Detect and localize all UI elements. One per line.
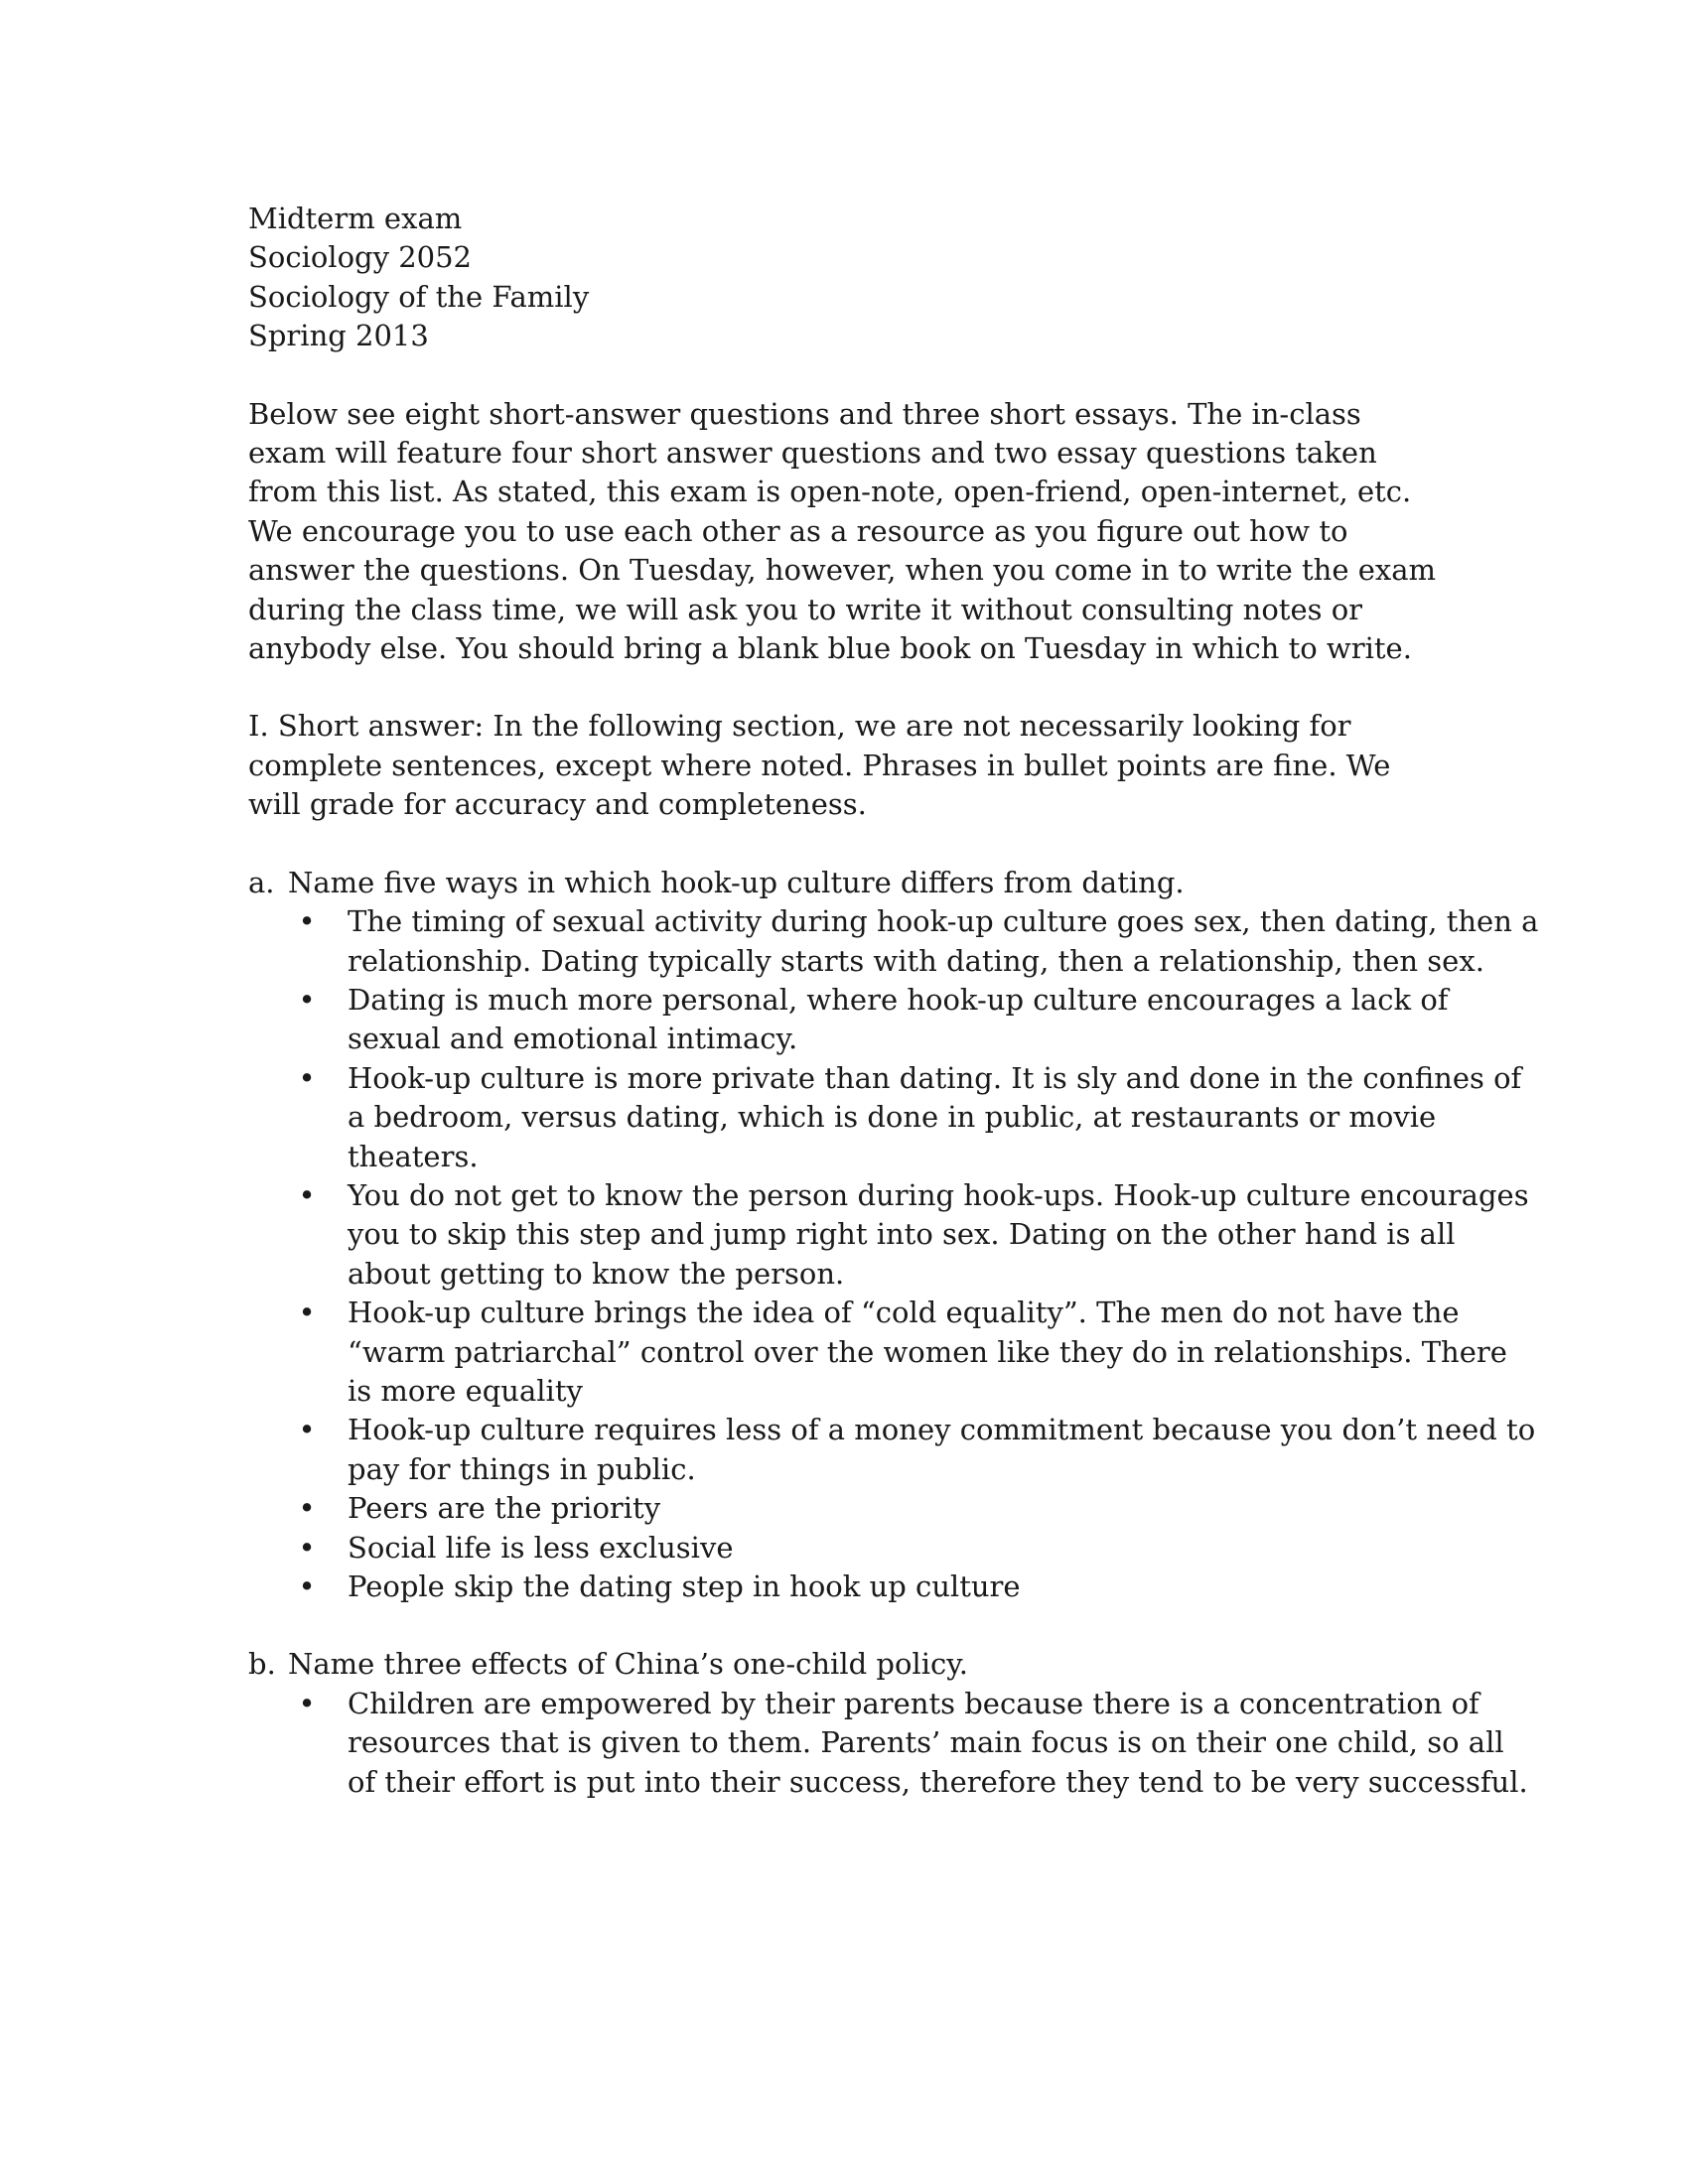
answer-text: You do not get to know the person during hook-ups. Hook-up culture encourages you to skip this step and jump right into sex. Dating on the other hand is all about getting to know the person. — [348, 1177, 1529, 1291]
intro-paragraph: Below see eight short-answer questions and three short essays. The in-class exam will feature four short answer questions and two essay questions taken from this list. As stated, this exam is open-note, open-friend, open-internet, etc. We encourage you to use each other as a resource as you figure out how to answer the questions. On Tuesday, however, when you come in to write the exam during the class time, we will ask you to write it without consulting notes or anybody else. You should bring a blank blue book on Tuesday in which to write. — [248, 396, 1437, 666]
answer-text: Social life is less exclusive — [348, 1530, 734, 1565]
section-instructions: I. Short answer: In the following section, we are not necessarily looking for complete sentences, except where noted. Phrases in bullet points are fine. We will grade for accuracy and completeness. — [248, 709, 1391, 822]
bullet-icon: • — [298, 1060, 316, 1095]
answer-text: Children are empowered by their parents because there is a concentration of resources that is given to them. Parents’ main focus is on their one child, so all of their effort is put into their success, therefore they tend to be very successful. — [348, 1686, 1528, 1799]
bullet-icon: • — [298, 1530, 316, 1565]
answer-list — [248, 902, 1539, 1606]
answer-item — [248, 1529, 1539, 1568]
answer-text: Dating is much more personal, where hook-up culture encourages a lack of sexual and emotional intimacy. — [348, 982, 1449, 1056]
bullet-icon: • — [298, 1686, 316, 1720]
question-letter: a. — [248, 865, 275, 899]
bullet-icon: • — [298, 1491, 316, 1526]
question-b — [248, 1645, 1528, 1802]
bullet-icon: • — [298, 1177, 316, 1212]
answer-item — [248, 981, 1539, 1059]
answer-item — [248, 1568, 1539, 1606]
course-name: Sociology of the Family — [248, 279, 590, 314]
answer-text: Peers are the priority — [348, 1491, 661, 1526]
question-a — [248, 864, 1539, 1607]
answer-item — [248, 1059, 1539, 1176]
answer-text: People skip the dating step in hook up culture — [348, 1570, 1021, 1603]
course-number: Sociology 2052 — [248, 240, 473, 275]
answer-item — [248, 1411, 1539, 1489]
question-letter: b. — [248, 1647, 276, 1682]
answer-text: Hook-up culture brings the idea of “cold equality”. The men do not have the “warm patriarchal” control over the women like they do in relationships. There is more equality — [348, 1296, 1507, 1408]
bullet-icon: • — [298, 1296, 316, 1330]
term: Spring 2013 — [248, 319, 429, 353]
document-page — [248, 200, 1539, 1802]
answer-item — [248, 1294, 1539, 1411]
answer-item — [248, 1489, 1539, 1528]
answer-text: Hook-up culture requires less of a money commitment because you don’t need to pay for things in public. — [348, 1413, 1536, 1486]
bullet-icon: • — [298, 1570, 316, 1603]
exam-title: Midterm exam — [248, 202, 463, 235]
answer-text: Hook-up culture is more private than dating. It is sly and done in the confines of a bedroom, versus dating, which is done in public, at restaurants or movie theaters. — [348, 1060, 1522, 1173]
exam-header — [248, 200, 1489, 356]
question-text: Name five ways in which hook-up culture differs from dating. — [288, 865, 1185, 899]
question-prompt — [248, 1645, 1489, 1684]
bullet-icon: • — [298, 1413, 316, 1447]
answer-item — [248, 902, 1539, 981]
answer-item — [248, 1176, 1539, 1294]
bullet-icon: • — [298, 904, 316, 939]
answer-text: The timing of sexual activity during hook-up culture goes sex, then dating, then a relationship. Dating typically starts with dating, then a relationship, then sex. — [348, 904, 1539, 978]
question-text: Name three effects of China’s one-child policy. — [288, 1647, 968, 1682]
answer-list — [248, 1685, 1528, 1802]
bullet-icon: • — [298, 982, 316, 1017]
answer-item — [248, 1685, 1539, 1802]
question-prompt — [248, 864, 1489, 902]
